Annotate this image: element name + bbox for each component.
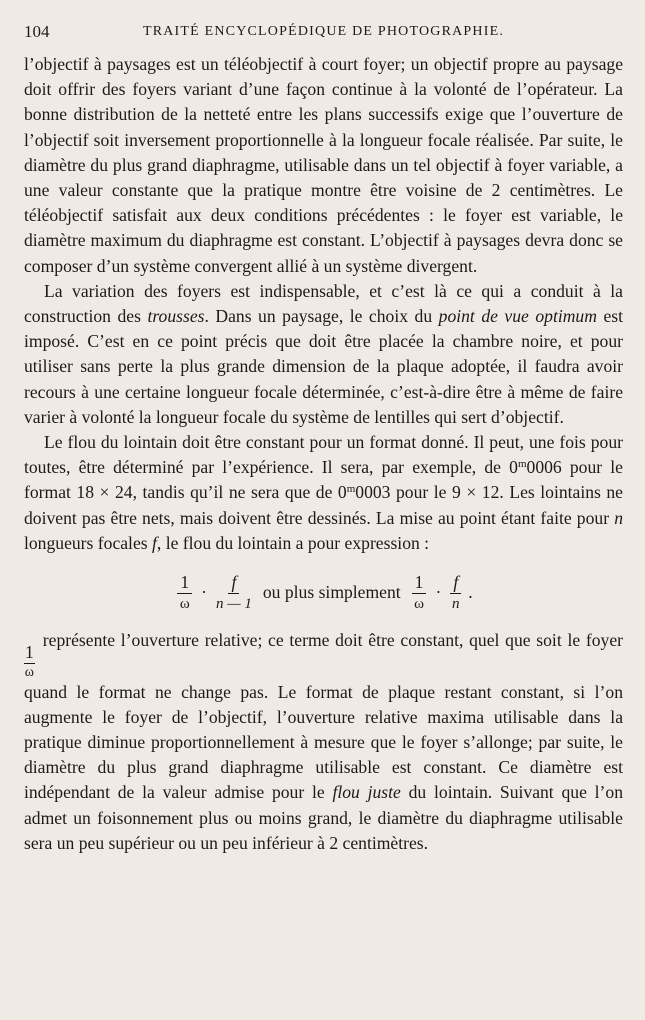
fraction-denominator: ω	[414, 596, 424, 613]
p3-text-a: Le flou du lointain doit être constant pour un format donné. Il peut, une fois pour toutes, être déterminé par l’expérience. Il sera, par exemple, de 0	[24, 432, 623, 478]
fraction-numerator: 1	[177, 574, 192, 595]
p2-text-c: . Dans un paysage, le choix du	[204, 306, 439, 327]
multiply-dot: ·	[435, 582, 442, 603]
fraction-denominator: n — 1	[216, 596, 252, 613]
formula	[24, 564, 623, 622]
fraction-numerator: 1	[25, 642, 34, 663]
p2-text-a: La variation des foyers est indispensable, et c’est là ce qui a conduit à la construction des	[24, 280, 623, 327]
paragraph-1: l’objectif à paysages est un téléobjectif à court foyer; un objectif propre au paysage doit offrir des foyers variant d’une façon continue à la volonté de l’opérateur. La bonne distribution de la netteté entre les plans successifs exige que l’ouverture de l’objectif soit inversement proportionnelle à la longueur focale réalisée. Par suite, le diamètre du plus grand diaphragme, utilisable dans un tel objectif à foyer variable, a une valeur constante que la pratique montre être voisine de 2 centimètres. Le téléobjectif satisfait aux deux conditions précédentes : le foyer est variable, le diamètre maximum du diaphragme est constant. L’objectif à paysages devra donc se composer d’un système convergent allié à un système divergent.	[24, 54, 623, 276]
fraction-1-over-omega-2	[412, 571, 427, 613]
p3-italic-f: f	[152, 532, 157, 553]
paragraph-2	[24, 279, 623, 430]
formula-end-period: .	[468, 582, 473, 603]
p3-italic-n: n	[614, 507, 623, 528]
running-title: TRAITÉ ENCYCLOPÉDIQUE DE PHOTOGRAPHIE.	[142, 24, 505, 39]
page-number: 104	[24, 22, 50, 41]
p2-italic-point-de-vue: point de vue optimum	[438, 306, 597, 327]
fraction-denominator: ω	[24, 664, 34, 680]
p2-text-e: est imposé. C’est en ce point précis que doit être placée la chambre noire, et pour utiliser sans perte la plus grande dimension de la plaque adoptée, il faudra avoir recours à une certaine longueur focale déterminée, c’est-à-dire être à même de faire varier à volonté la longueur focale du système de lentilles qui sert d’objectif.	[24, 306, 623, 427]
p3-text-b: 0006 pour le format 18 × 24, tandis qu’il ne sera que de 0	[24, 457, 623, 503]
fraction-numerator: f	[450, 574, 461, 595]
p4-text-a: représente l’ouverture relative; ce terme doit être constant, quel que soit le foyer quand le format ne change pas. Le format de plaque restant constant, si l’on augmente le foyer de l’objectif, l’ouverture relative maxima utilisable dans la pratique diminue proportionnellement à mesure que le foyer s’allonge; par suite, le diamètre du plus grand diaphragme utilisable est constant. Ce diamètre est indépendant de la valeur admise pour le	[24, 630, 623, 803]
p2-italic-trousses: trousses	[147, 306, 205, 327]
p3-sup-2: m	[346, 483, 356, 496]
fraction-denominator: ω	[179, 596, 190, 613]
inline-fraction-1-over-omega	[24, 644, 35, 680]
p3-sup-1: m	[517, 458, 527, 471]
page-header	[24, 20, 623, 46]
p4-text-c: du lointain. Suivant que l’on admet un foisonnement plus ou moins grand, le diamètre du diaphragme utilisable sera un peu supérieur ou un peu inférieur à 2 centimètres.	[24, 782, 623, 853]
p3-text-c: 0003 pour le 9 × 12. Les lointains ne doivent pas être nets, mais doivent être dessinés. La mise au point étant faite pour	[24, 482, 623, 528]
p3-text-e: , le flou du lointain a pour expression :	[156, 532, 430, 553]
fraction-numerator: 1	[412, 574, 427, 595]
multiply-dot: ·	[201, 582, 208, 603]
fraction-1-over-omega	[177, 571, 192, 613]
fraction-denominator: n	[452, 596, 460, 613]
p3-text-d: longueurs focales	[24, 532, 153, 553]
p4-italic-flou-juste: flou juste	[332, 782, 401, 803]
paragraph-4	[24, 628, 623, 856]
paragraph-3	[24, 430, 623, 556]
fraction-f-over-n-minus-1	[216, 571, 252, 613]
fraction-f-over-n	[450, 571, 461, 613]
formula-middle-text: ou plus simplement	[262, 582, 401, 603]
fraction-numerator: f	[228, 574, 239, 595]
body-text	[24, 52, 623, 856]
